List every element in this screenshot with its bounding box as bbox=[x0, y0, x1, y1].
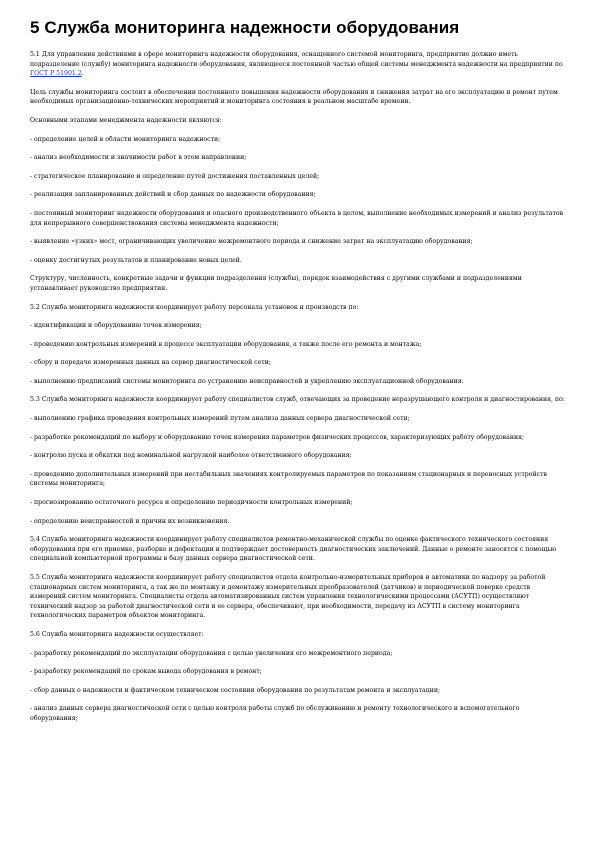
document-body bbox=[30, 50, 565, 724]
paragraph bbox=[30, 517, 565, 527]
paragraph bbox=[30, 667, 565, 677]
paragraph bbox=[30, 535, 565, 564]
paragraph-text: - постоянный мониторинг надежности оборудования и опасного производственного объекта в целом, выполнение необходимых измерений и анализ результатов для непрерывного совершенствования системы менеджмента надежности; bbox=[30, 209, 564, 227]
paragraph bbox=[30, 153, 565, 163]
paragraph-text: - сбору и передаче измеренных данных на сервер диагностической сети; bbox=[30, 359, 271, 367]
paragraph bbox=[30, 470, 565, 489]
paragraph bbox=[30, 433, 565, 443]
paragraph-text: - определению неисправностей и причин их возникновения. bbox=[30, 517, 230, 525]
paragraph-text-after: . bbox=[81, 70, 84, 78]
paragraph-text: - реализация запланированных действий и сбор данных по надежности оборудования; bbox=[30, 191, 316, 199]
standard-link[interactable]: ГОСТ Р 51901.2 bbox=[30, 70, 82, 78]
paragraph-text: - проведению дополнительных измерений при нестабильных значениях контролируемых параметров по показаниям стационарных и переносных устройств системы мониторинга; bbox=[30, 470, 547, 488]
paragraph bbox=[30, 340, 565, 350]
paragraph bbox=[30, 321, 565, 331]
paragraph bbox=[30, 395, 565, 405]
paragraph-text: 5.4 Служба мониторинга надежности координирует работу специалистов ремонтно-механической службы по оценке фактического технического состояния оборудования при его приемке, разборке и дефектации и подтверждает достоверность диагностических заключений. Данные о ремонте заносятся с помощью специальной компьютерной программы в базу данных сервера диагностической сети. bbox=[30, 536, 557, 563]
paragraph bbox=[30, 377, 565, 387]
paragraph bbox=[30, 256, 565, 266]
paragraph bbox=[30, 135, 565, 145]
paragraph bbox=[30, 209, 565, 228]
paragraph-text: - прогнозированию остаточного ресурса и определению периодичности контрольных измерений; bbox=[30, 499, 353, 507]
paragraph-text: - разработке рекомендаций по выбору и оборудованию точек измерения параметров физических процессов, характеризующих работу оборудования; bbox=[30, 433, 525, 441]
paragraph bbox=[30, 172, 565, 182]
paragraph bbox=[30, 704, 565, 723]
paragraph bbox=[30, 303, 565, 313]
paragraph bbox=[30, 686, 565, 696]
paragraph-text: 5.5 Служба мониторинга надежности координирует работу специалистов отдела контрольно-измерительных приборов и автоматики по надзору за работой стационарных систем мониторинга, а так же по монтажу и демонтажу измерительных преобразователей (датчиков) и периодической поверке средств измерений систем мониторинга. Специалисты отдела автоматизированных систем управления технологическими процессами (АСУТП) осуществляют технический надзор за работой диагностической сети и ее сервера, обеспечивают, при необходимости, передачу из АСУТП в систему мониторинга технологических параметров объектов мониторинга. bbox=[30, 574, 546, 620]
paragraph-text: - анализ данных сервера диагностической сети с целью контроля работы служб по обслуживанию и ремонту технологического и вспомогательного оборудования; bbox=[30, 705, 520, 722]
paragraph-text: - анализ необходимости и значимости работ в этом направлении; bbox=[30, 154, 247, 162]
paragraph-text: - определение целей в области мониторинга надежности; bbox=[30, 135, 221, 143]
paragraph-text: 5.3 Служба мониторинга надежности координирует работу специалистов служб, отвечающих за проведение неразрушающего контроля и диагностирования, по: bbox=[30, 396, 565, 404]
paragraph-text: - выполнению предписаний системы мониторинга по устранению неисправностей и укреплению эксплуатационной оборудования. bbox=[30, 377, 464, 385]
paragraph bbox=[30, 116, 565, 126]
paragraph bbox=[30, 190, 565, 200]
paragraph-text: 5.2 Служба мониторинга надежности координирует работу персонала установок и производств по: bbox=[30, 303, 359, 311]
paragraph bbox=[30, 573, 565, 621]
paragraph-text: Цель службы мониторинга состоит в обеспечении постоянного повышения надежности оборудования и снижения затрат на его эксплуатацию и ремонт путем необходимых организационно-технических мероприятий и мониторинга состояния в реальном масштабе времени. bbox=[30, 88, 558, 106]
paragraph-text: Структуру, численность, конкретные задачи и функции подразделения (службы), порядок взаимодействия с другими службами и подразделениями устанавливает руководство предприятия. bbox=[30, 275, 522, 292]
paragraph bbox=[30, 414, 565, 424]
paragraph-text: Основными этапами менеджмента надежности являются: bbox=[30, 116, 222, 124]
paragraph-text: - разработку рекомендаций по эксплуатации оборудования с целью увеличения его межремонтного периода; bbox=[30, 649, 393, 657]
page-title: 5 Служба мониторинга надежности оборудования bbox=[30, 18, 460, 37]
paragraph-text: - выявление «узких» мест, ограничивающих увеличение межремонтного периода и снижение затрат на эксплуатацию оборудования; bbox=[30, 238, 473, 246]
paragraph bbox=[30, 498, 565, 508]
paragraph bbox=[30, 451, 565, 461]
paragraph bbox=[30, 88, 565, 107]
paragraph bbox=[30, 358, 565, 368]
paragraph-text: - сбор данных о надежности и фактическом техническом состоянии оборудования по результатам ремонта и эксплуатации; bbox=[30, 686, 441, 694]
paragraph bbox=[30, 50, 565, 79]
paragraph-text: - стратегическое планирование и определение путей достижения поставленных целей; bbox=[30, 172, 320, 180]
paragraph-text: - оценку достигнутых результатов и планирование новых целей. bbox=[30, 256, 242, 264]
paragraph bbox=[30, 274, 565, 293]
paragraph-text: - проведению контрольных измерений в процессе эксплуатации оборудования, а также после его ремонта и монтажа; bbox=[30, 340, 422, 348]
paragraph-text: - выполнению графика проведения контрольных измерений путем анализа данных сервера диагностической сети; bbox=[30, 415, 410, 423]
paragraph bbox=[30, 237, 565, 247]
paragraph bbox=[30, 630, 565, 640]
paragraph-text: - контролю пуска и обкатки под номинальной нагрузкой наиболее ответственного оборудования; bbox=[30, 452, 352, 460]
paragraph-text: 5.1 Для управления действиями в сфере мониторинга надежности оборудования, оснащенного системой мониторинга, предприятие должно иметь подразделение (службу) мониторинга надежности оборудования, являющееся постоянной частью общей системы менеджмента надежности на предприятии по bbox=[30, 51, 563, 68]
paragraph-text: - идентификации и оборудованию точек измерения; bbox=[30, 322, 202, 330]
paragraph bbox=[30, 649, 565, 659]
paragraph-text: 5.6 Служба мониторинга надежности осуществляет: bbox=[30, 630, 204, 638]
paragraph-text: - разработку рекомендаций по срокам вывода оборудования в ремонт; bbox=[30, 668, 262, 676]
